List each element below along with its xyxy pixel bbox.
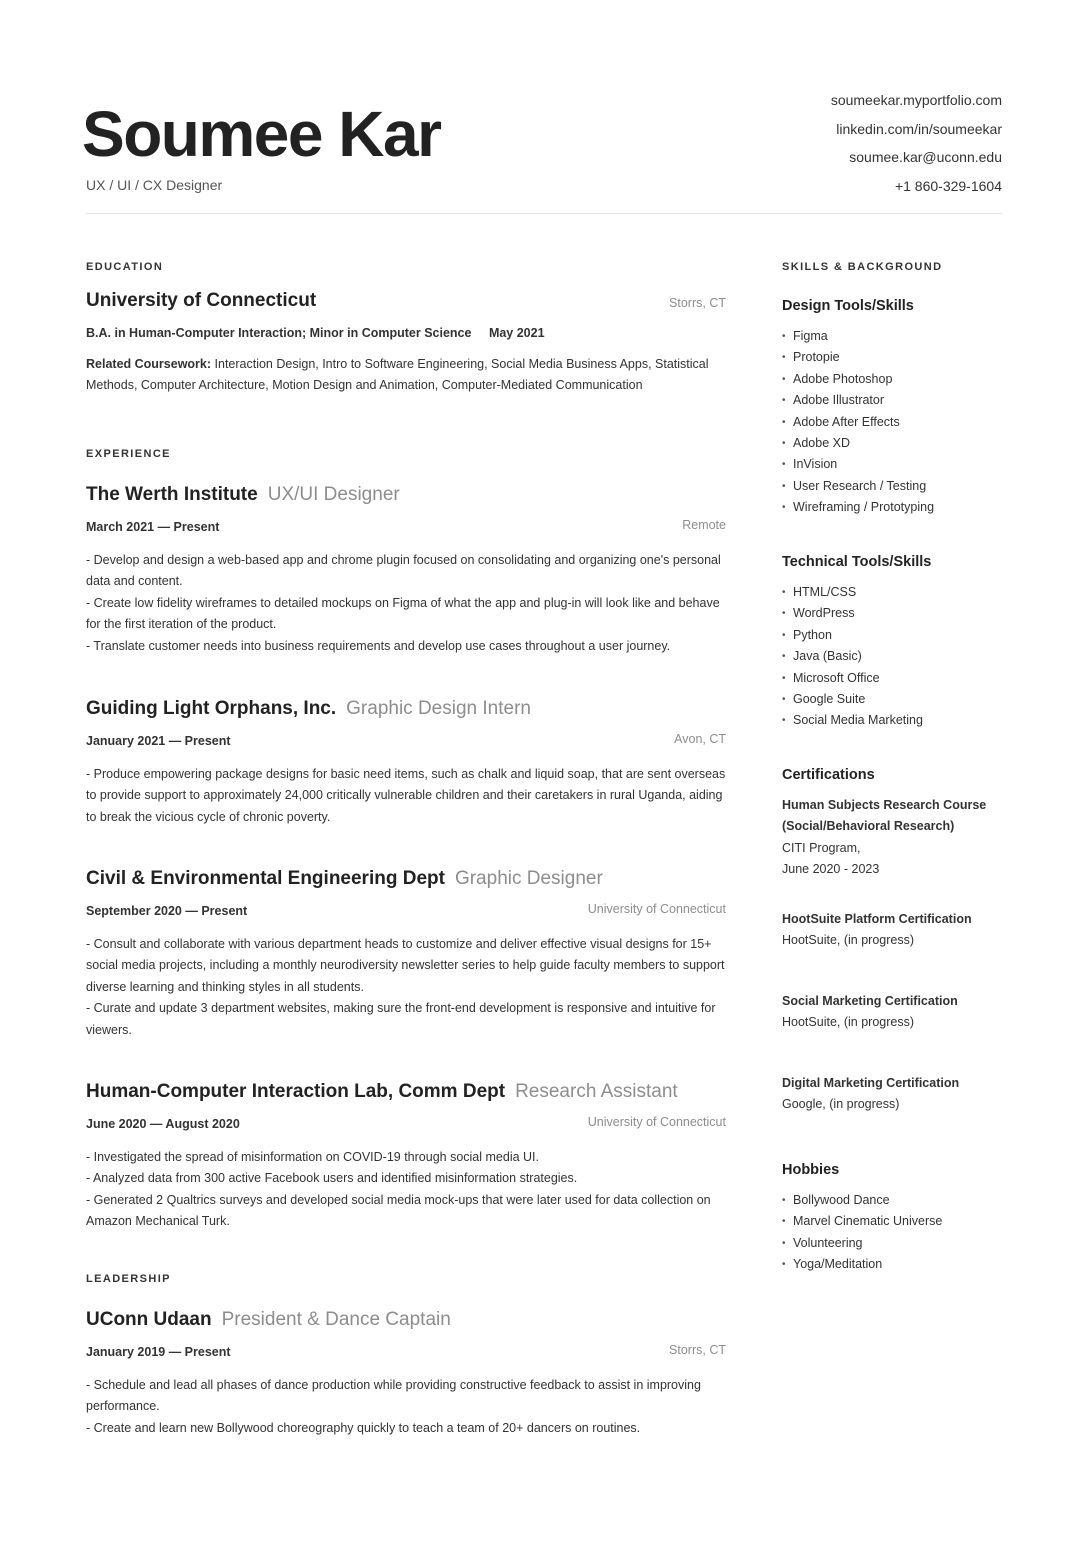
certification-item: [782, 909, 1012, 952]
linkedin-link[interactable]: linkedin.com/in/soumeekar: [836, 120, 1002, 137]
coursework-text: Interaction Design, Intro to Software Engineering, Social Media Business Apps, Statistical Methods, Computer Architecture, Motion Design and Animation, Computer-Mediated Communication: [86, 357, 709, 393]
certification-title: Human Subjects Research Course: [782, 798, 987, 812]
date-range: January 2019 — Present: [86, 1345, 231, 1359]
job-location: University of Connecticut: [587, 1115, 726, 1129]
hobby-item: • Bollywood Dance: [782, 1190, 1012, 1211]
job-description: [86, 934, 726, 1041]
leadership-description: [86, 1375, 726, 1439]
description-line: - Develop and design a web-based app and chrome plugin focused on consolidating and organizing one's personal data and content.: [86, 553, 721, 589]
school-location: Storrs, CT: [669, 296, 726, 310]
leadership-label: LEADERSHIP: [86, 1273, 171, 1285]
candidate-name: Soumee Kar: [82, 98, 441, 170]
certification-title: (Social/Behavioral Research): [782, 819, 955, 834]
description-line: - Investigated the spread of misinformation on COVID-19 through social media UI.: [86, 1150, 539, 1164]
skill-item: • HTML/CSS: [782, 582, 1012, 603]
skills-label: SKILLS & BACKGROUND: [782, 261, 943, 273]
certification-title: Digital Marketing Certification: [782, 1076, 960, 1090]
technical-skills-list: [782, 582, 1012, 732]
certification-item: [782, 795, 1012, 881]
technical-skills-block: [782, 554, 1012, 732]
certification-issuer: HootSuite, (in progress): [782, 1015, 915, 1030]
description-line: - Create low fidelity wireframes to detailed mockups on Figma of what the app and plug-in will look like and behave for the first iteration of the product.: [86, 595, 720, 632]
certification-dates: June 2020 - 2023: [782, 862, 880, 877]
hobbies-list: [782, 1190, 1012, 1276]
skill-item: • WordPress: [782, 603, 1012, 624]
description-line: - Produce empowering package designs for basic need items, such as chalk and liquid soap, that are sent overseas to provide support to approximately 24,000 critically vulnerable children and their caretakers in rural Uganda, aiding to break the vicious cycle of chronic poverty.: [86, 767, 726, 824]
job-description: [86, 764, 726, 828]
job-description: [86, 550, 726, 657]
education-entry: [86, 290, 726, 397]
contact-block: [831, 90, 1002, 204]
description-line: - Schedule and lead all phases of dance production while providing constructive feedback to assist in improving performance.: [86, 1378, 701, 1414]
experience-entry: [86, 698, 726, 828]
skill-item: • Microsoft Office: [782, 668, 1012, 689]
date-range: March 2021 — Present: [86, 520, 220, 534]
certification-issuer: CITI Program,: [782, 840, 861, 855]
hobby-item: • Volunteering: [782, 1233, 1012, 1254]
technical-skills-heading: Technical Tools/Skills: [782, 554, 932, 570]
coursework: [86, 354, 726, 397]
skill-item: • Adobe After Effects: [782, 412, 1012, 433]
description-line: - Generated 2 Qualtrics surveys and developed social media mock-ups that were later used for data collection on Amazon Mechanical Turk.: [86, 1192, 711, 1229]
organization-name: Human-Computer Interaction Lab, Comm Dept: [86, 1081, 506, 1102]
job-description: [86, 1147, 726, 1233]
skill-item: • Wireframing / Prototyping: [782, 497, 1012, 518]
header-divider: [86, 213, 1002, 214]
certification-item: [782, 1073, 1012, 1116]
portfolio-link[interactable]: soumeekar.myportfolio.com: [830, 92, 1002, 108]
skill-item: • InVision: [782, 454, 1012, 475]
description-line: - Translate customer needs into business requirements and develop use cases throughout a user journey.: [86, 638, 671, 653]
degree-text: B.A. in Human-Computer Interaction; Minor in Computer Science: [86, 326, 472, 340]
design-skills-heading: Design Tools/Skills: [782, 298, 914, 314]
description-line: - Consult and collaborate with various department heads to customize and deliver effective visual designs for 15+ social media projects, including a monthly neurodiversity newsletter series to help guide faculty members to support diverse learning and thinking styles in all students.: [86, 937, 725, 994]
skill-item: • Python: [782, 625, 1012, 646]
certification-issuer: Google, (in progress): [782, 1097, 900, 1112]
education-label: EDUCATION: [86, 261, 164, 273]
hobby-item: • Yoga/Meditation: [782, 1254, 1012, 1275]
hobbies-heading: Hobbies: [782, 1162, 840, 1178]
organization-name: Guiding Light Orphans, Inc.: [86, 698, 337, 719]
description-line: - Curate and update 3 department websites, making sure the front-end development is responsive and intuitive for viewers.: [86, 1001, 716, 1037]
role-title: President & Dance Captain: [221, 1309, 451, 1330]
coursework-label: Related Coursework:: [86, 357, 212, 371]
certification-title: HootSuite Platform Certification: [782, 912, 972, 926]
certification-item: [782, 991, 1012, 1034]
skill-item: • Java (Basic): [782, 646, 1012, 667]
certification-issuer: HootSuite, (in progress): [782, 933, 915, 948]
skill-item: • Protopie: [782, 347, 1012, 368]
leadership-location: Storrs, CT: [669, 1343, 726, 1357]
date-range: September 2020 — Present: [86, 904, 248, 918]
experience-entry: [86, 1081, 726, 1233]
role-title: Research Assistant: [515, 1081, 678, 1102]
candidate-title: UX / UI / CX Designer: [86, 177, 223, 193]
design-skills-block: [782, 298, 1012, 519]
description-line: - Create and learn new Bollywood choreography quickly to teach a team of 20+ dancers on routines.: [86, 1420, 641, 1435]
organization-name: UConn Udaan: [86, 1309, 212, 1330]
school-name: University of Connecticut: [86, 290, 317, 311]
skill-item: • Figma: [782, 326, 1012, 347]
date-range: June 2020 — August 2020: [86, 1117, 240, 1131]
skill-item: • User Research / Testing: [782, 476, 1012, 497]
skill-item: • Adobe XD: [782, 433, 1012, 454]
experience-entry: [86, 484, 726, 657]
description-line: - Analyzed data from 300 active Facebook users and identified misinformation strategies.: [86, 1171, 578, 1186]
role-title: Graphic Designer: [454, 868, 603, 889]
experience-entry: [86, 868, 726, 1041]
organization-name: The Werth Institute: [86, 484, 258, 505]
hobbies-block: [782, 1162, 1012, 1276]
email-link[interactable]: soumee.kar@uconn.edu: [849, 149, 1002, 165]
leadership-entry: [86, 1309, 726, 1439]
skill-item: • Adobe Illustrator: [782, 390, 1012, 411]
phone-number: +1 860-329-1604: [894, 177, 1002, 194]
certification-title: Social Marketing Certification: [782, 994, 958, 1008]
job-location: Remote: [682, 518, 726, 532]
role-title: UX/UI Designer: [267, 484, 400, 505]
skill-item: • Adobe Photoshop: [782, 369, 1012, 390]
certifications-heading: Certifications: [782, 767, 875, 783]
job-location: University of Connecticut: [587, 902, 726, 916]
graduation-date: May 2021: [488, 326, 545, 340]
date-range: January 2021 — Present: [86, 734, 231, 748]
design-skills-list: [782, 326, 1012, 519]
hobby-item: • Marvel Cinematic Universe: [782, 1211, 1012, 1232]
job-location: Avon, CT: [674, 732, 726, 746]
organization-name: Civil & Environmental Engineering Dept: [86, 868, 445, 889]
experience-label: EXPERIENCE: [86, 448, 171, 460]
certifications-block: [782, 767, 1012, 881]
skill-item: • Google Suite: [782, 689, 1012, 710]
degree: [86, 326, 726, 340]
role-title: Graphic Design Intern: [346, 698, 531, 719]
skill-item: • Social Media Marketing: [782, 710, 1012, 731]
